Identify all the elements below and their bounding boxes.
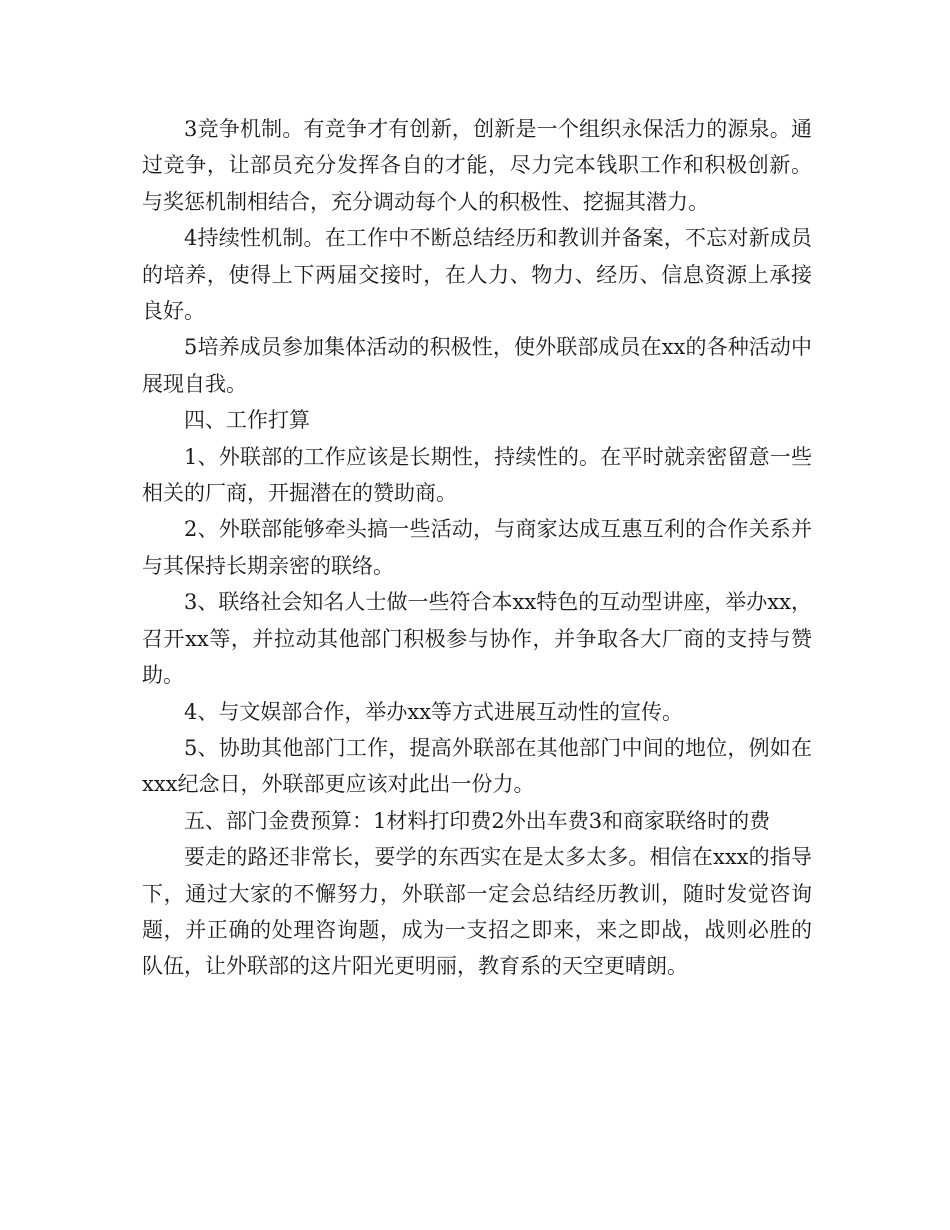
- paragraph-plan-item-4: 4、与文娱部合作，举办xx等方式进展互动性的宣传。: [184, 699, 684, 724]
- paragraph-competition-mechanism: 3竞争机制。有竞争才有创新，创新是一个组织永保活力的源泉。通过竞争，让部员充分发挥各自的才能，尽力完本钱职工作和积极创新。与奖惩机制相结合，充分调动每个人的积极性、挖掘其潜力。: [142, 117, 812, 214]
- section-heading-budget: 五、部门金费预算：1材料打印费2外出车费3和商家联络时的费: [184, 808, 771, 833]
- paragraph-member-engagement: 5培养成员参加集体活动的积极性，使外联部成员在xx的各种活动中展现自我。: [142, 335, 812, 396]
- document-body: [142, 111, 812, 985]
- paragraph-sustainability-mechanism: 4持续性机制。在工作中不断总结经历和教训并备案，不忘对新成员的培养，使得上下两届交接时，在人力、物力、经历、信息资源上承接良好。: [142, 226, 812, 324]
- paragraph-plan-item-2: 2、外联部能够牵头搞一些活动，与商家达成互惠互利的合作关系并与其保持长期亲密的联络。: [142, 517, 812, 578]
- paragraph-closing: 要走的路还非常长，要学的东西实在是太多太多。相信在xxx的指导下，通过大家的不懈努力，外联部一定会总结经历教训，随时发觉咨询题，并正确的处理咨询题，成为一支招之即来，来之即战，战则必胜的队伍，让外联部的这片阳光更明丽，教育系的天空更晴朗。: [142, 845, 812, 979]
- paragraph-plan-item-3: 3、联络社会知名人士做一些符合本xx特色的互动型讲座，举办xx，召开xx等，并拉动其他部门积极参与协作，并争取各大厂商的支持与赞助。: [142, 590, 812, 688]
- section-heading-work-plan: 四、工作打算: [184, 408, 310, 433]
- paragraph-plan-item-1: 1、外联部的工作应该是长期性，持续性的。在平时就亲密留意一些相关的厂商，开掘潜在的赞助商。: [142, 444, 812, 506]
- paragraph-plan-item-5: 5、协助其他部门工作，提高外联部在其他部门中间的地位，例如在xxx纪念日，外联部更应该对此出一份力。: [142, 735, 812, 797]
